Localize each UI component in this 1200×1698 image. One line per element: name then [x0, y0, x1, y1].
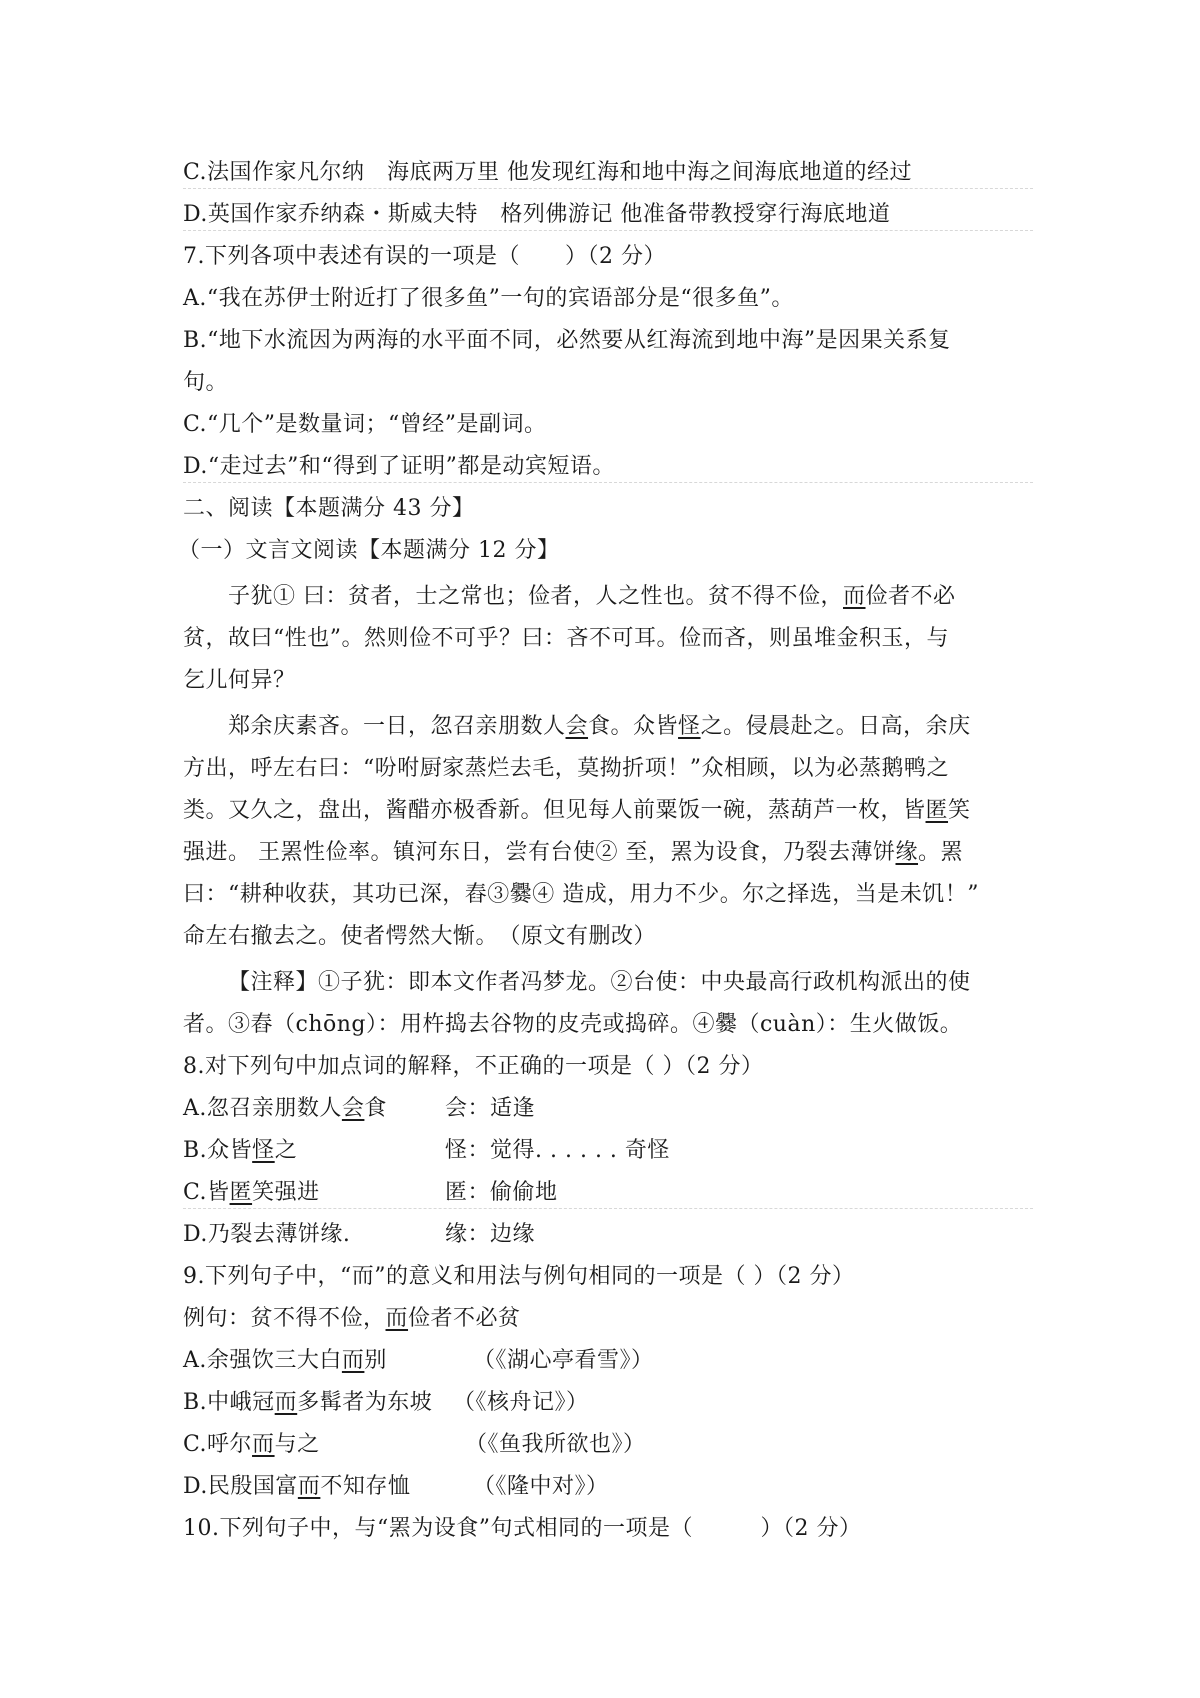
q9-option-d: D.民殷国富而不知存恤 （《隆中对》）	[183, 1474, 609, 1499]
q6-option-c: C.法国作家凡尔纳 海底两万里 他发现红海和地中海之间海底地道的经过	[183, 158, 1033, 189]
passage-2-line3: 类。又久之，盘出，酱醋亦极香新。但见每人前粟饭一碗，蒸葫芦一枚，皆匿笑	[183, 798, 971, 823]
underlined-er: 而	[385, 1306, 409, 1331]
passage-1-line2: 贫，故曰“性也”。然则俭不可乎？曰：吝不可耳。俭而吝，则虽堆金积玉，与	[183, 626, 949, 651]
q8-option-b: B.众皆怪之 怪：觉得. . . . . . 奇怪	[183, 1138, 670, 1163]
underlined-er: 而	[252, 1432, 275, 1457]
question-8-stem: 8.对下列句中加点词的解释，不正确的一项是（ ）（2 分）	[183, 1054, 764, 1079]
passage-2-line1: 郑余庆素吝。一日，忽召亲朋数人会食。众皆怪之。侵晨赴之。日高，余庆	[228, 714, 971, 739]
underlined-ni: 匿	[925, 798, 949, 823]
passage-2-line5: 曰：“耕种收获，其功已深，舂③爨④ 造成，用力不少。尔之择选，当是未饥！”	[183, 882, 979, 907]
underlined-yuan: 缘	[895, 840, 919, 865]
underlined-guai: 怪	[252, 1138, 275, 1163]
underlined-ni: 匿	[229, 1180, 253, 1205]
q8-option-a: A.忽召亲朋数人会食 会：适逢	[183, 1096, 536, 1121]
q8-option-c: C.皆匿笑强进 匿：偷偷地	[183, 1178, 1033, 1209]
q9-option-c: C.呼尔而与之 （《鱼我所欲也》）	[183, 1432, 646, 1457]
underlined-er: 而	[297, 1474, 321, 1499]
q8-option-d: D.乃裂去薄饼缘. 缘：边缘	[183, 1222, 536, 1247]
question-7-stem: 7.下列各项中表述有误的一项是（ ）（2 分）	[183, 244, 666, 269]
passage-2-line2: 方出，呼左右曰：“吩咐厨家蒸烂去毛，莫拗折项！”众相顾，以为必蒸鹅鸭之	[183, 756, 949, 781]
passage-1-line1: 子犹① 曰：贫者，士之常也；俭者，人之性也。贫不得不俭，而俭者不必	[228, 584, 956, 609]
q9-option-a: A.余强饮三大白而别 （《湖心亭看雪》）	[183, 1348, 654, 1373]
question-9-stem: 9.下列句子中，“而”的意义和用法与例句相同的一项是（ ）（2 分）	[183, 1264, 855, 1289]
q7-option-a: A.“我在苏伊士附近打了很多鱼”一句的宾语部分是“很多鱼”。	[183, 286, 794, 311]
passage-2-line4: 强进。 王罴性俭率。镇河东日，尝有台使② 至，罴为设食，乃裂去薄饼缘。罴	[183, 840, 964, 865]
passage-1-line3: 乞儿何异？	[183, 668, 296, 693]
underlined-er: 而	[341, 1348, 365, 1373]
q7-option-c: C.“几个”是数量词；“曾经”是副词。	[183, 412, 547, 437]
underlined-er: 而	[843, 584, 866, 609]
q9-option-b: B.中峨冠而多髯者为东坡 （《核舟记》）	[183, 1390, 589, 1415]
underlined-hui: 会	[565, 714, 589, 739]
passage-2-line6: 命左右撤去之。使者愕然大惭。 （原文有删改）	[183, 924, 657, 949]
q9-example: 例句：贫不得不俭，而俭者不必贫	[183, 1306, 521, 1331]
underlined-guai: 怪	[678, 714, 701, 739]
annotation-line1: 【注释】①子犹：即本文作者冯梦龙。②台使：中央最高行政机构派出的使	[228, 970, 971, 995]
question-10-stem: 10.下列句子中，与“罴为设食”句式相同的一项是（ ）（2 分）	[183, 1516, 862, 1541]
section-2-heading: 二、阅读【本题满分 43 分】	[183, 496, 475, 521]
underlined-er: 而	[274, 1390, 298, 1415]
annotation-line2: 者。③舂（chōng）：用杵捣去谷物的皮壳或捣碎。④爨（cuàn）：生火做饭。	[183, 1012, 963, 1037]
q7-option-b-line1: B.“地下水流因为两海的水平面不同，必然要从红海流到地中海”是因果关系复	[183, 328, 951, 353]
q7-option-d: D.“走过去”和“得到了证明”都是动宾短语。	[183, 452, 1033, 483]
q7-option-b-line2: 句。	[183, 370, 229, 395]
underlined-hui: 会	[341, 1096, 365, 1121]
section-2-1-heading: （一）文言文阅读【本题满分 12 分】	[178, 538, 560, 563]
q6-option-d: D.英国作家乔纳森・斯威夫特 格列佛游记 他准备带教授穿行海底地道	[183, 200, 1033, 231]
